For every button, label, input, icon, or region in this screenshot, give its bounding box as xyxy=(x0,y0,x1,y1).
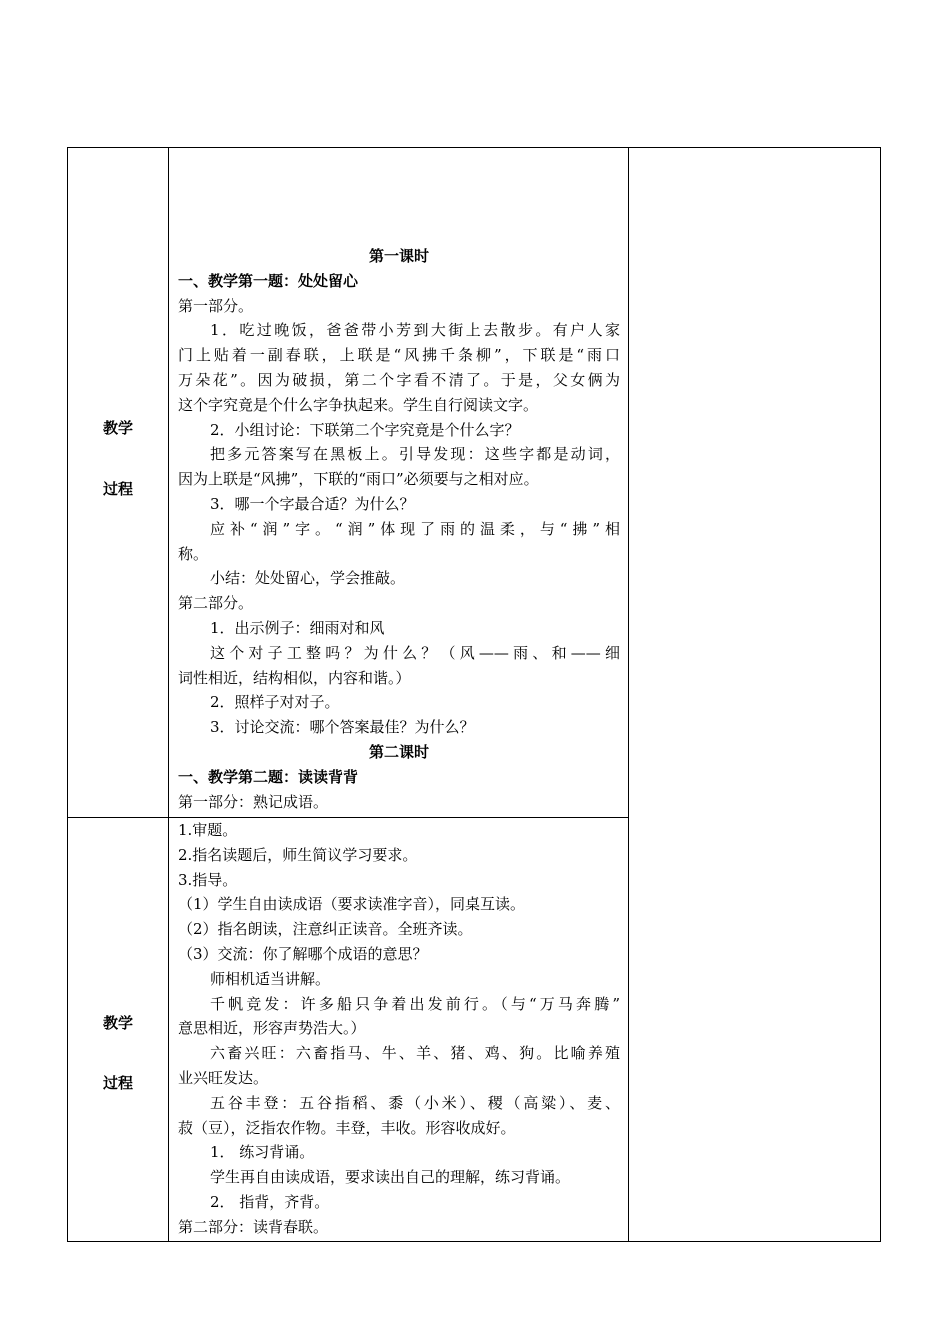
text-line: 因为上联是“风拂”，下联的“雨口”必须要与之相对应。 xyxy=(178,470,539,489)
notes-column xyxy=(629,148,880,1241)
lesson-plan-table xyxy=(67,147,881,1242)
text-line: 一、教学第一题：处处留心 xyxy=(178,271,359,290)
text-line: 六畜兴旺：六畜指马、牛、羊、猪、鸡、狗。比喻养殖 xyxy=(210,1044,620,1063)
text-line: 学生再自由读成语，要求读出自己的理解，练习背诵。 xyxy=(210,1168,571,1187)
text-line: 千帆竞发：许多船只争着出发前行。（与“万马奔腾” xyxy=(210,994,620,1013)
text-line: 第一课时 xyxy=(368,247,429,265)
text-line: 1．出示例子：细雨对和风 xyxy=(210,618,385,637)
text-line: 2.指名读题后，师生简议学习要求。 xyxy=(178,845,418,864)
text-line: 1． 练习背诵。 xyxy=(210,1143,315,1162)
text-line: 师相机适当讲解。 xyxy=(210,969,331,988)
text-line: 第二部分：读背春联。 xyxy=(178,1217,329,1236)
text-line: 2．照样子对对子。 xyxy=(210,693,340,712)
column-divider-1 xyxy=(168,148,169,1241)
text-line: （3）交流：你了解哪个成语的意思？ xyxy=(178,944,428,963)
text-line: 门上贴着一副春联，上联是“风拂千条柳”，下联是“雨口 xyxy=(178,346,620,365)
text-line: 词性相近，结构相似，内容和谐。） xyxy=(178,668,411,687)
side-label-teaching: 教学 xyxy=(102,419,133,437)
text-line: （1）学生自由读成语（要求读准字音），同桌互读。 xyxy=(178,895,526,914)
text-line: 小结：处处留心，学会推敲。 xyxy=(210,569,406,588)
lesson-content-row1 xyxy=(178,244,620,814)
text-line: 2．小组讨论：下联第二个字究竟是个什么字？ xyxy=(210,420,520,439)
text-line: 把多元答案写在黑板上。引导发现：这些字都是动词， xyxy=(210,445,620,464)
side-label-teaching: 教学 xyxy=(102,1014,133,1032)
text-line: 2． 指背，齐背。 xyxy=(210,1192,330,1211)
text-line: 1.审题。 xyxy=(178,821,238,839)
side-label-process: 过程 xyxy=(102,480,133,498)
lesson-content-row2 xyxy=(178,818,620,1240)
text-line: 菽（豆），泛指农作物。丰登，丰收。形容收成好。 xyxy=(178,1118,516,1137)
text-line: 应补“润”字。“润”体现了雨的温柔，与“拂”相 xyxy=(210,519,620,538)
text-line: 3.指导。 xyxy=(178,870,238,889)
text-line: 第二部分。 xyxy=(178,594,254,613)
text-line: 一、教学第二题：读读背背 xyxy=(178,767,359,786)
text-line: 第一部分。 xyxy=(178,296,254,315)
text-line: 五谷丰登：五谷指稻、黍（小米）、稷（高粱）、麦、 xyxy=(210,1093,620,1112)
text-line: 这个字究竟是个什么字争执起来。学生自行阅读文字。 xyxy=(178,395,539,414)
text-line: （2）指名朗读，注意纠正读音。全班齐读。 xyxy=(178,920,473,939)
text-line: 万朵花”。因为破损，第二个字看不清了。于是，父女俩为 xyxy=(178,370,620,389)
text-line: 3．讨论交流：哪个答案最佳？为什么？ xyxy=(210,718,475,737)
text-line: 业兴旺发达。 xyxy=(178,1068,269,1087)
text-line: 称。 xyxy=(178,544,209,563)
side-label-process: 过程 xyxy=(102,1074,133,1092)
text-line: 这个对子工整吗？为什么？（风——雨、和——细 xyxy=(210,643,620,662)
text-line: 3．哪一个字最合适？为什么？ xyxy=(210,494,415,513)
text-line: 意思相近，形容声势浩大。） xyxy=(178,1019,366,1038)
text-line: 1．吃过晚饭，爸爸带小芳到大街上去散步。有户人家 xyxy=(210,321,620,340)
text-line: 第一部分：熟记成语。 xyxy=(178,792,329,811)
text-line: 第二课时 xyxy=(368,742,429,761)
